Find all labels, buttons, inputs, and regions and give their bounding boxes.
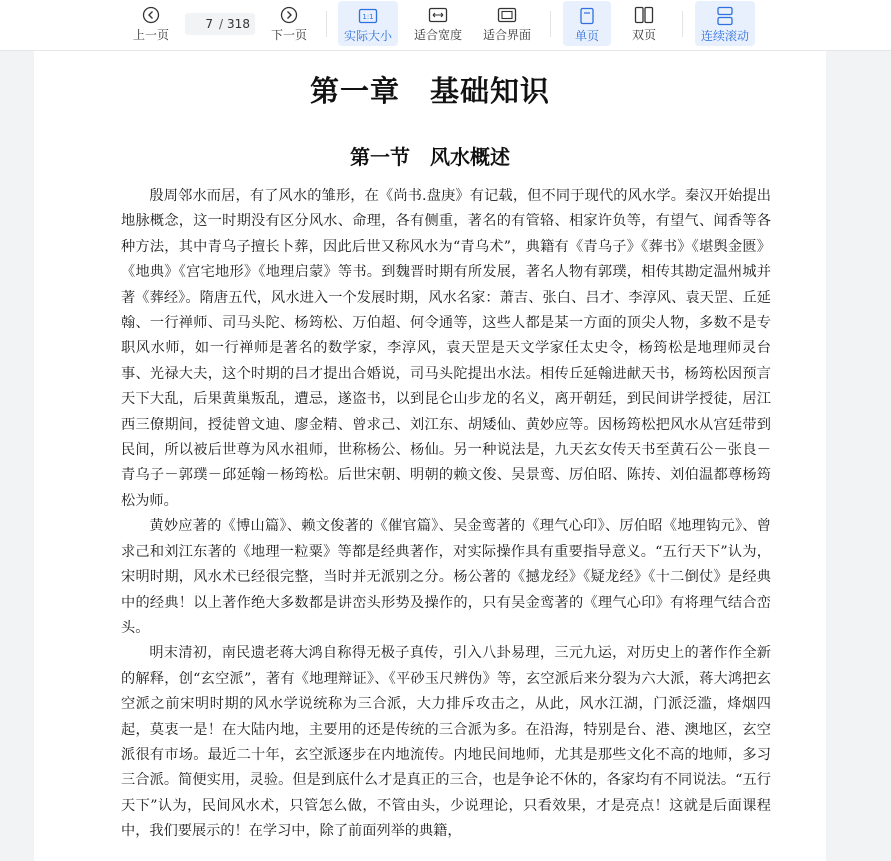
svg-text:1:1: 1:1 bbox=[362, 13, 374, 21]
toolbar-divider bbox=[682, 11, 683, 37]
actual-size-button[interactable] bbox=[338, 1, 398, 46]
continuous-scroll-button[interactable] bbox=[695, 1, 755, 46]
single-page-label: 单页 bbox=[574, 29, 599, 43]
next-page-button[interactable] bbox=[266, 0, 312, 48]
fit-page-icon bbox=[497, 5, 517, 25]
page-indicator bbox=[185, 13, 255, 35]
chevron-right-circle-icon bbox=[280, 5, 298, 25]
paragraph: 殷周邻水而居，有了风水的雏形，在《尚书.盘庚》有记载，但不同于现代的风水学。秦汉开始提出地脉概念，这一时期没有区分风水、命理，各有侧重，著名的有管辂、相家许负等，有望气、闻香等各种方法，其中青乌子擅长卜葬，因此后世又称风水为“青乌术”，典籍有《青乌子》《葬书》《堪舆金匮》《地典》《宫宅地形》《地理启蒙》等书。到魏晋时期有所发展，著名人物有郭璞，相传其勘定温州城并著《葬经》。隋唐五代，风水进入一个发展时期，风水名家：萧吉、张白、吕才、李淳风、袁天罡、丘延翰、一行禅师、司马头陀、杨筠松、万伯超、何令通等，这些人都是某一方面的顶尖人物，多数不是专职风水师，如一行禅师是著名的数学家，李淳风，袁天罡是天文学家任太史令，杨筠松是地理师灵台事、光禄大夫，这个时期的吕才提出合婚说，司马头陀提出水法。相传丘延翰进献天书，杨筠松因预言天下大乱，后果黄巢叛乱，遭忌，遂盗书，以到昆仑山步龙的名义，离开朝廷，到民间讲学授徒，居江西三僚期间，授徒曾文迪、廖金精、曾求己、刘江东、胡矮仙、黄妙应等。因杨筠松把风水从宫廷带到民间，所以被后世尊为风水祖师，世称杨公、杨仙。另一种说法是，九天玄女传天书至黄石公－张良－青乌子－郭璞－邱延翰－杨筠松。后世宋朝、明朝的赖文俊、吴景鸾、厉伯昭、陈抟、刘伯温都尊杨筠松为师。 bbox=[121, 188, 771, 509]
prev-page-button[interactable] bbox=[128, 0, 174, 48]
continuous-scroll-icon bbox=[716, 6, 734, 26]
document-page bbox=[34, 51, 826, 861]
viewer-toolbar bbox=[0, 0, 891, 51]
single-page-icon bbox=[579, 6, 595, 26]
double-page-label: 双页 bbox=[631, 28, 656, 42]
toolbar-divider bbox=[550, 11, 551, 37]
fit-width-label: 适合宽度 bbox=[413, 28, 462, 42]
toolbar-divider bbox=[326, 11, 327, 37]
prev-page-label: 上一页 bbox=[132, 28, 169, 42]
chevron-left-circle-icon bbox=[142, 5, 160, 25]
page-separator: / bbox=[219, 17, 224, 31]
fit-width-icon bbox=[428, 5, 448, 25]
actual-size-icon bbox=[358, 6, 378, 26]
single-page-button[interactable] bbox=[563, 1, 611, 46]
section-title: 第一节 风水概述 bbox=[350, 145, 510, 169]
fit-page-button[interactable] bbox=[477, 0, 537, 48]
current-page-input[interactable] bbox=[189, 17, 213, 31]
paragraph: 明末清初，南民遗老蒋大鸿自称得无极子真传，引入八卦易理，三元九运，对历史上的著作作全新的解释，创“玄空派”，著有《地理辩证》、《平砂玉尺辨伪》等，玄空派后来分裂为六大派，蒋大鸿把玄空派之前宋明时期的风水学说统称为三合派，大力排斥攻击之，从此，风水江湖，门派泛滥，烽烟四起，莫衷一是！在大陆内地，主要用的还是传统的三合派为多。在沿海，特别是台、港、澳地区，玄空派很有市场。最近二十年，玄空派逐步在内地流传。内地民间地师，尤其是那些文化不高的地师，多习三合派。简便实用，灵验。但是到底什么才是真正的三合，也是争论不休的，各家均有不同说法。“五行天下”认为，民间风水术，只管怎么做，不管由头，少说理论，只看效果，才是亮点！这就是后面课程中，我们要展示的！在学习中，除了前面列举的典籍， bbox=[121, 645, 771, 840]
double-page-icon bbox=[634, 5, 654, 25]
document-body bbox=[121, 184, 771, 845]
chapter-title: 第一章 基础知识 bbox=[309, 74, 550, 108]
total-pages: 318 bbox=[227, 17, 250, 31]
fit-page-label: 适合界面 bbox=[482, 28, 531, 42]
continuous-scroll-label: 连续滚动 bbox=[700, 29, 749, 43]
paragraph: 黄妙应著的《博山篇》、赖文俊著的《催官篇》、吴金鸾著的《理气心印》、厉伯昭《地理钩元》、曾求己和刘江东著的《地理一粒粟》等都是经典著作，对实际操作具有重要指导意义。“五行天下”认为，宋明时期，风水术已经很完整，当时并无派别之分。杨公著的《撼龙经》《疑龙经》《十二倒仗》是经典中的经典！以上著作绝大多数都是讲峦头形势及操作的，只有吴金鸾著的《理气心印》有将理气结合峦头。 bbox=[121, 518, 771, 636]
fit-width-button[interactable] bbox=[408, 0, 468, 48]
double-page-button[interactable] bbox=[620, 0, 668, 48]
next-page-label: 下一页 bbox=[270, 28, 307, 42]
actual-size-label: 实际大小 bbox=[343, 29, 392, 43]
